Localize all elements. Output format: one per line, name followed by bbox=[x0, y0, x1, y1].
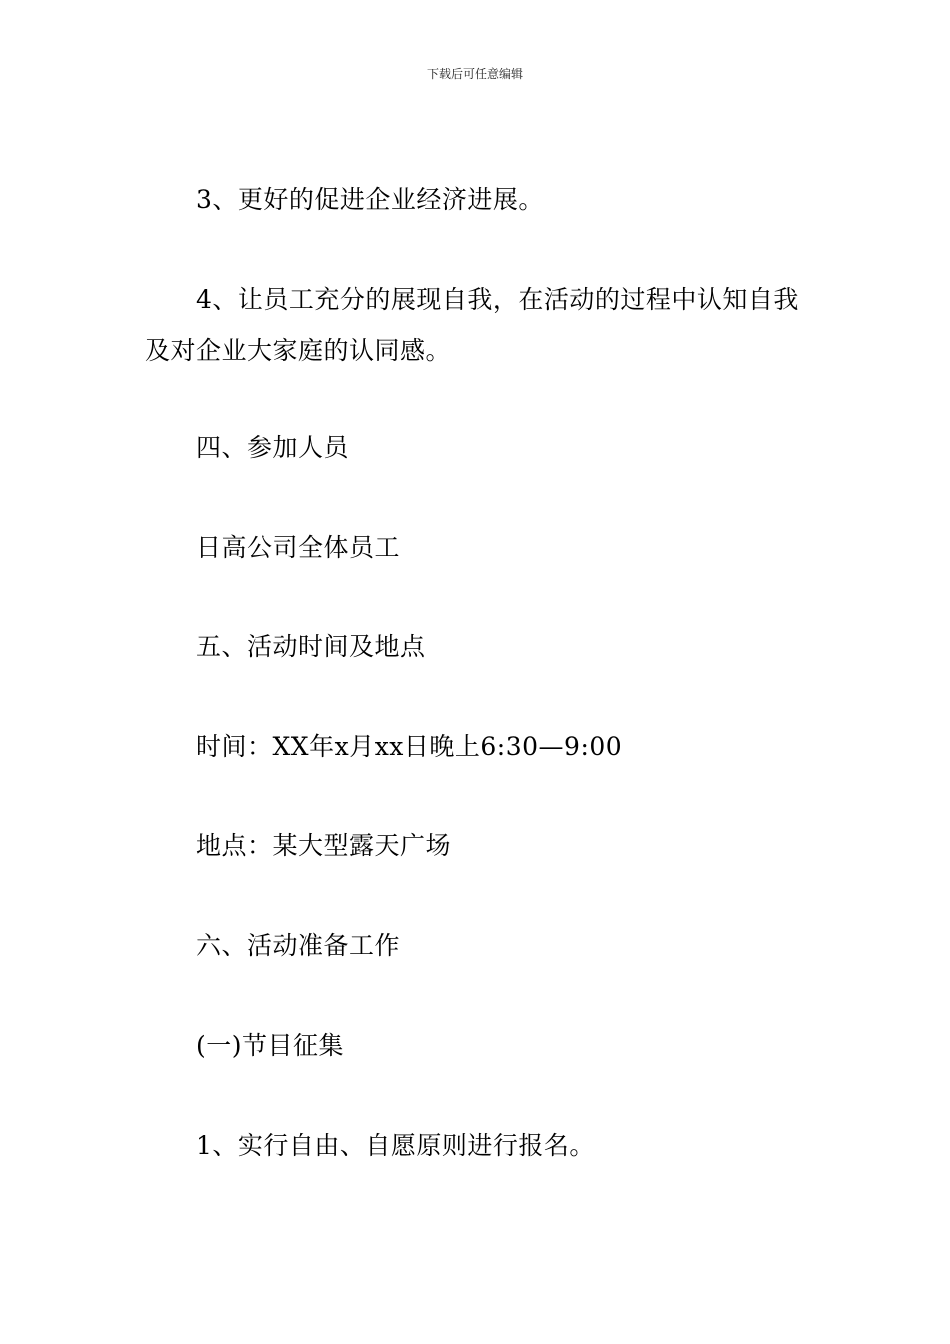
paragraph-item-1: 1、实行自由、自愿原则进行报名。 bbox=[196, 1131, 595, 1160]
section-heading-time-place: 五、活动时间及地点 bbox=[196, 632, 426, 661]
time-text: 时间：XX年x月xx日晚上6:30—9:00 bbox=[196, 732, 623, 761]
subsection-heading-program-collection: (一)节目征集 bbox=[196, 1031, 345, 1060]
place-text: 地点：某大型露天广场 bbox=[196, 831, 452, 860]
paragraph-item-3: 3、更好的促进企业经济进展。 bbox=[196, 185, 544, 214]
participants-text: 日高公司全体员工 bbox=[196, 533, 401, 562]
page-header: 下载后可任意编辑 bbox=[426, 67, 523, 81]
paragraph-item-4-line2: 及对企业大家庭的认同感。 bbox=[145, 336, 452, 365]
section-heading-preparation: 六、活动准备工作 bbox=[196, 931, 401, 960]
section-heading-participants: 四、参加人员 bbox=[196, 433, 350, 462]
paragraph-item-4-line1: 4、让员工充分的展现自我，在活动的过程中认知自我 bbox=[196, 285, 799, 314]
